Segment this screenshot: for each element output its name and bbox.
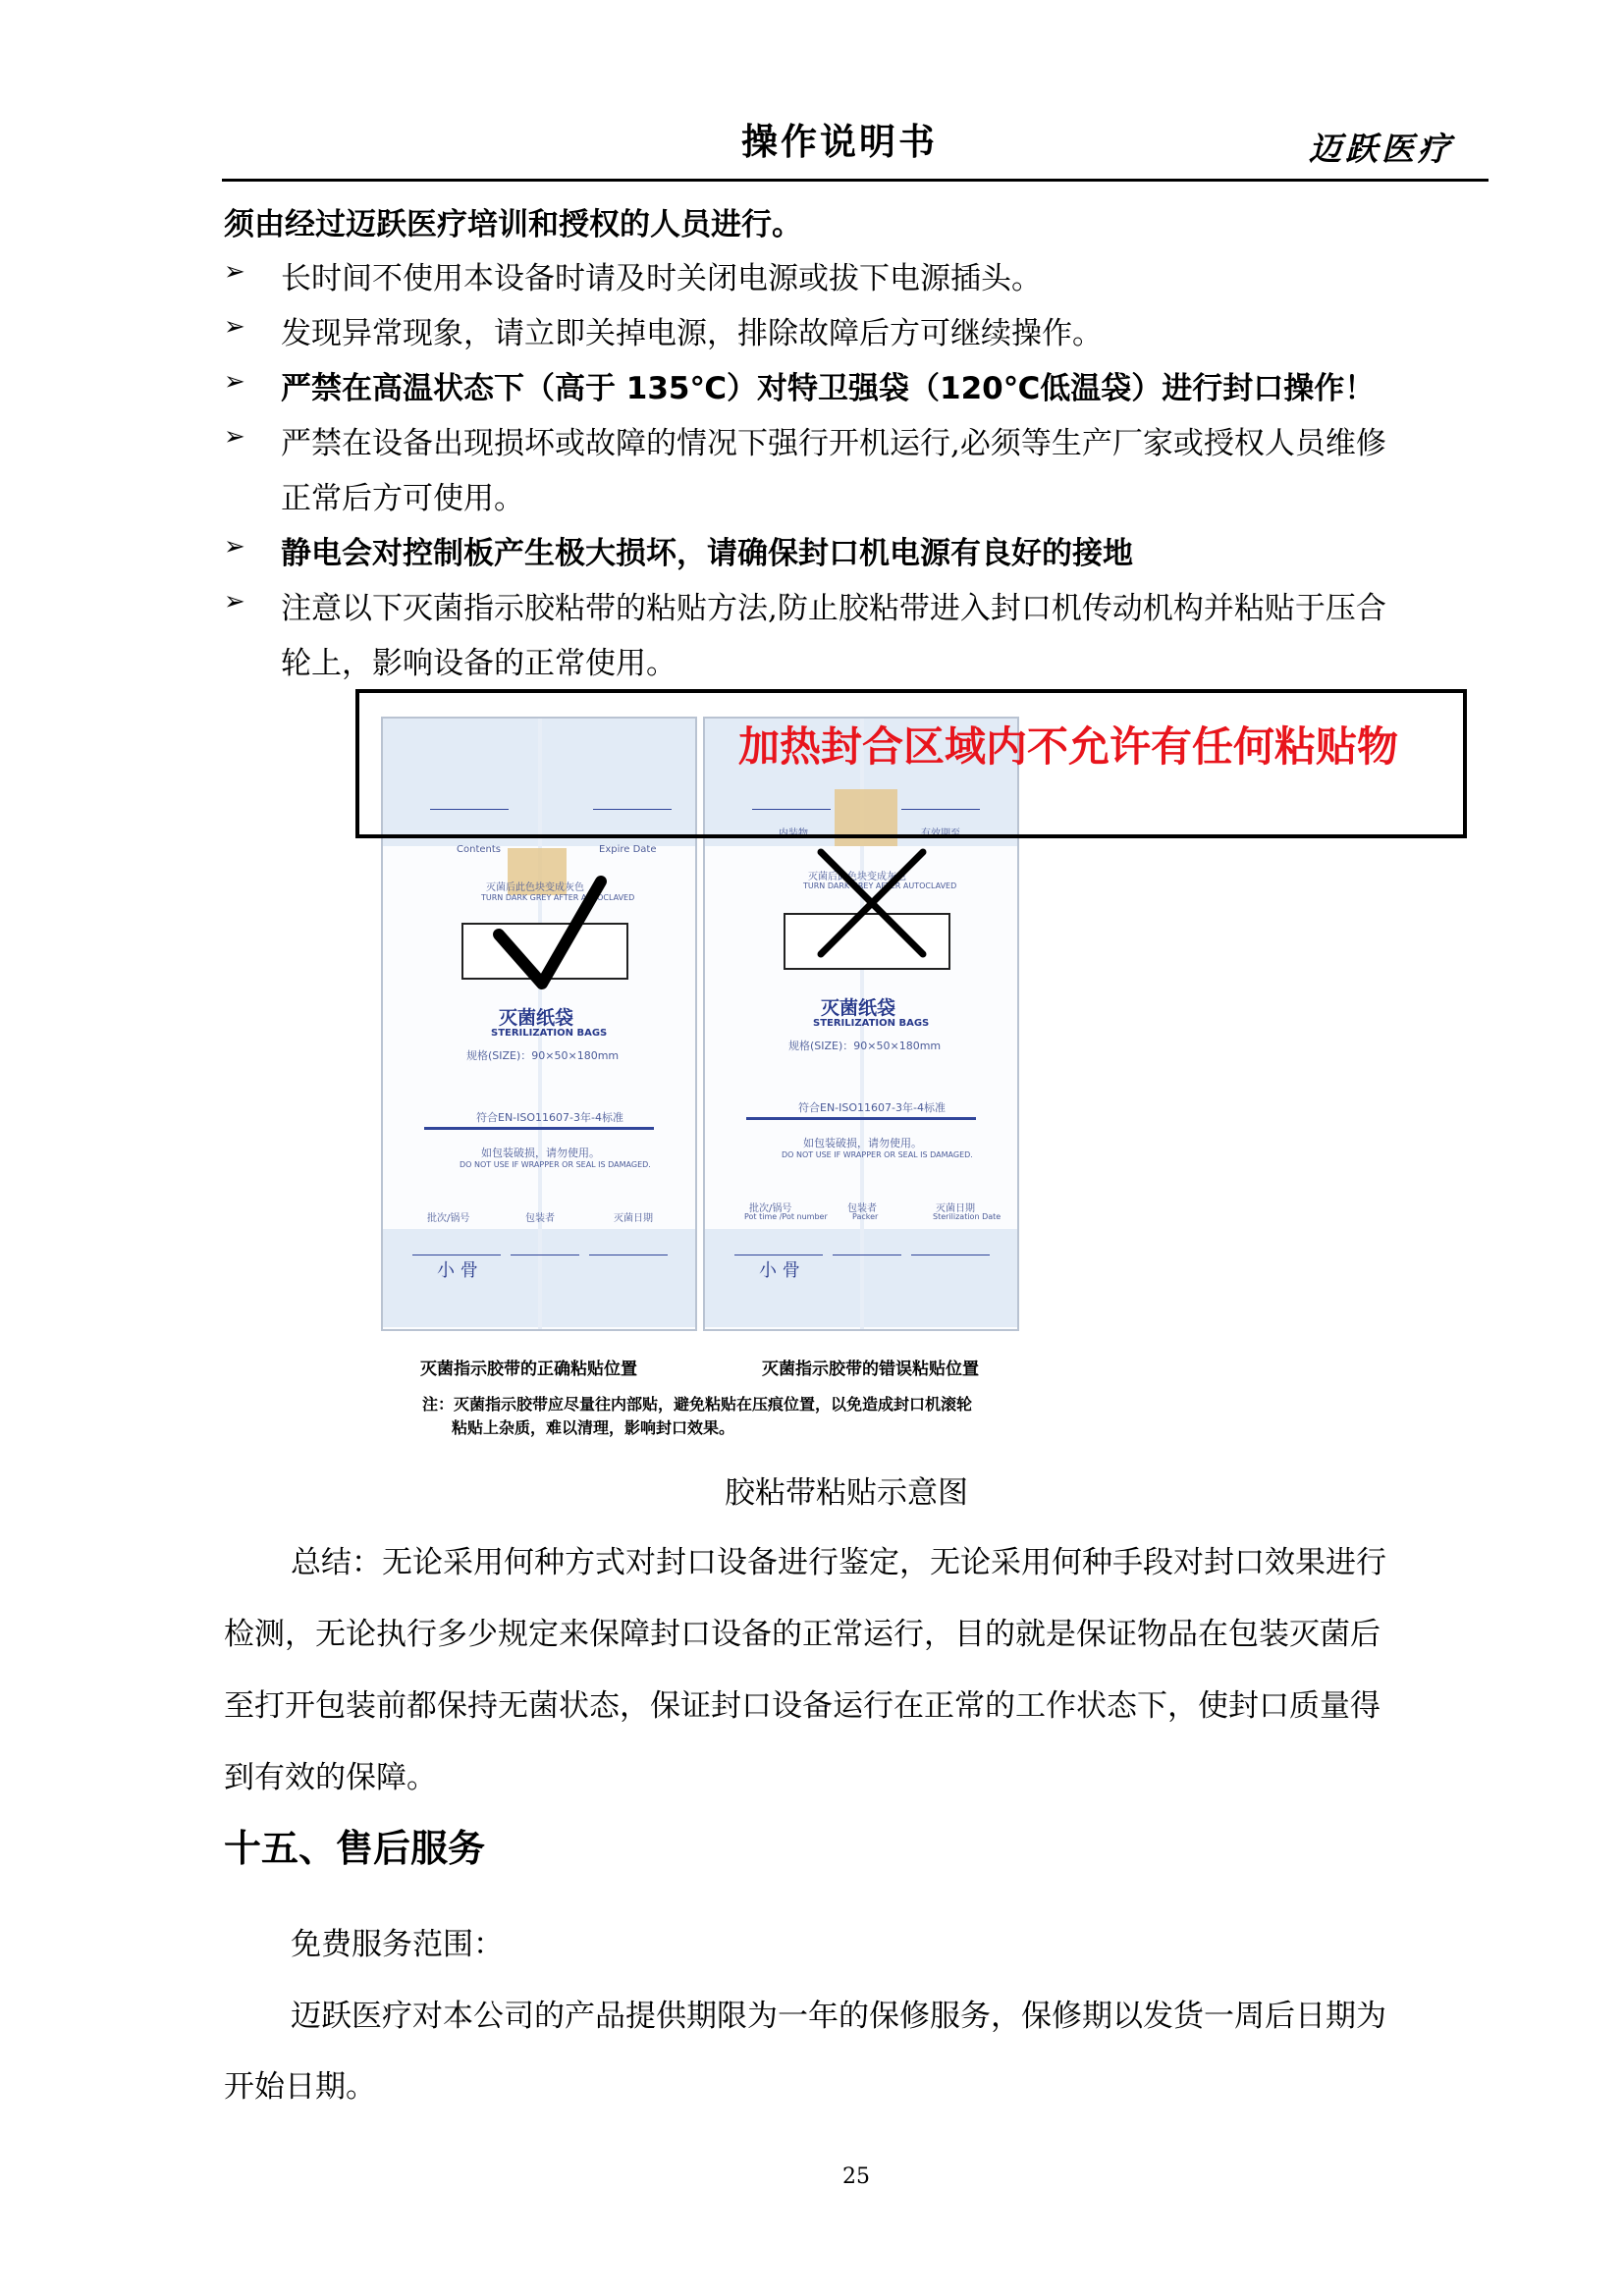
bag-warning-en: DO NOT USE IF WRAPPER OR SEAL IS DAMAGED.	[782, 1150, 973, 1159]
bag-footer-packer-en: Packer	[852, 1212, 879, 1221]
bullet-2: 发现异常现象，请立即关掉电源，排除故障后方可继续操作。	[281, 316, 1103, 351]
section-line-2: 开始日期。	[224, 2069, 376, 2105]
arrow-bullet-icon: ➢	[224, 257, 245, 287]
arrow-bullet-icon: ➢	[224, 422, 245, 452]
bag-size-label: 小 骨	[437, 1260, 478, 1281]
check-mark-icon	[491, 876, 609, 993]
bag-footer-batch: 批次/锅号	[427, 1213, 470, 1224]
header-rule	[222, 179, 1489, 182]
bag-warning-en: DO NOT USE IF WRAPPER OR SEAL IS DAMAGED.	[460, 1160, 651, 1169]
bag-field-contents-cn: 内装物	[779, 828, 808, 839]
heat-seal-warning: 加热封合区域内不允许有任何粘贴物	[738, 722, 1399, 771]
bag-size-label: 小 骨	[759, 1260, 800, 1281]
section-subheading: 免费服务范围：	[291, 1927, 504, 1962]
bag-footer-batch: 批次/锅号	[749, 1203, 792, 1214]
bag-subtitle: STERILIZATION BAGS	[813, 1018, 930, 1029]
page-number: 25	[842, 2164, 870, 2189]
bag-footer-date: 灭菌日期	[936, 1203, 975, 1214]
intro-line: 须由经过迈跃医疗培训和授权的人员进行。	[224, 207, 802, 242]
arrow-bullet-icon: ➢	[224, 587, 245, 616]
summary-line-1: 总结：无论采用何种方式对封口设备进行鉴定，无论采用何种手段对封口效果进行	[291, 1545, 1386, 1580]
bag-subtitle: STERILIZATION BAGS	[491, 1028, 608, 1039]
bag-standard: 符合EN-ISO11607-3年-4标准	[798, 1101, 946, 1114]
bag-footer-packer: 包装者	[525, 1213, 555, 1224]
bullet-6-line-1: 注意以下灭菌指示胶粘带的粘贴方法,防止胶粘带进入封口机传动机构并粘贴于压合	[281, 591, 1386, 626]
summary-line-3: 至打开包装前都保持无菌状态，保证封口设备运行在正常的工作状态下，使封口质量得	[224, 1688, 1380, 1724]
company-brand: 迈跃医疗	[1309, 130, 1454, 168]
arrow-bullet-icon: ➢	[224, 367, 245, 397]
bag-title: 灭菌纸袋	[499, 1007, 574, 1029]
bag-field-contents: Contents	[457, 844, 501, 855]
figure-note-line-2: 粘贴上杂质，难以清理，影响封口效果。	[452, 1418, 735, 1437]
summary-line-2: 检测，无论执行多少规定来保障封口设备的正常运行，目的就是保证物品在包装灭菌后	[224, 1617, 1380, 1652]
bullet-5: 静电会对控制板产生极大损坏，请确保封口机电源有良好的接地	[281, 536, 1133, 571]
cross-mark-icon	[813, 844, 931, 962]
indicator-text-cn: 灭菌后此色块变成灰色	[486, 882, 584, 893]
bag-field-expire: Expire Date	[599, 844, 657, 855]
document-title: 操作说明书	[741, 120, 938, 163]
indicator-text-en: TURN DARK GREY AFTER AUTOCLAVED	[481, 893, 635, 902]
figure-caption: 胶粘带粘贴示意图	[725, 1475, 968, 1511]
bullet-4-line-1: 严禁在设备出现损坏或故障的情况下强行开机运行,必须等生产厂家或授权人员维修	[281, 426, 1386, 461]
bullet-4-line-2: 正常后方可使用。	[281, 481, 524, 516]
bullet-3: 严禁在高温状态下（高于 135℃）对特卫强袋（120℃低温袋）进行封口操作！	[281, 371, 1376, 406]
bag-footer-batch-en: Pot time /Pot number	[744, 1212, 828, 1221]
summary-line-4: 到有效的保障。	[224, 1760, 437, 1795]
section-heading: 十五、售后服务	[224, 1827, 486, 1870]
bag-footer-date-en: Sterilization Date	[933, 1212, 1001, 1221]
figure-note-line-1: 注：灭菌指示胶带应尽量往内部贴，避免粘贴在压痕位置，以免造成封口机滚轮	[422, 1395, 973, 1414]
bag-size: 规格(SIZE)：90×50×180mm	[788, 1040, 942, 1052]
bullet-1: 长时间不使用本设备时请及时关闭电源或拔下电源插头。	[281, 261, 1042, 296]
correct-position-label: 灭菌指示胶带的正确粘贴位置	[420, 1360, 637, 1379]
bag-field-expire-cn: 有效期至	[921, 828, 960, 839]
bag-warning-cn: 如包装破损，请勿使用。	[803, 1137, 922, 1149]
bullet-6-line-2: 轮上，影响设备的正常使用。	[281, 646, 677, 681]
section-line-1: 迈跃医疗对本公司的产品提供期限为一年的保修服务，保修期以发货一周后日期为	[291, 1999, 1386, 2034]
bag-standard: 符合EN-ISO11607-3年-4标准	[476, 1111, 623, 1124]
arrow-bullet-icon: ➢	[224, 532, 245, 561]
bag-title: 灭菌纸袋	[821, 997, 896, 1019]
indicator-text-cn: 灭菌后此色块变成灰色	[808, 872, 906, 882]
indicator-text-en: TURN DARK GREY AFTER AUTOCLAVED	[803, 881, 957, 890]
wrong-position-label: 灭菌指示胶带的错误粘贴位置	[762, 1360, 979, 1379]
bag-size: 规格(SIZE)：90×50×180mm	[466, 1049, 620, 1062]
bag-warning-cn: 如包装破损，请勿使用。	[481, 1147, 600, 1159]
arrow-bullet-icon: ➢	[224, 312, 245, 342]
bag-footer-packer: 包装者	[847, 1203, 877, 1214]
bag-footer-date: 灭菌日期	[614, 1213, 653, 1224]
